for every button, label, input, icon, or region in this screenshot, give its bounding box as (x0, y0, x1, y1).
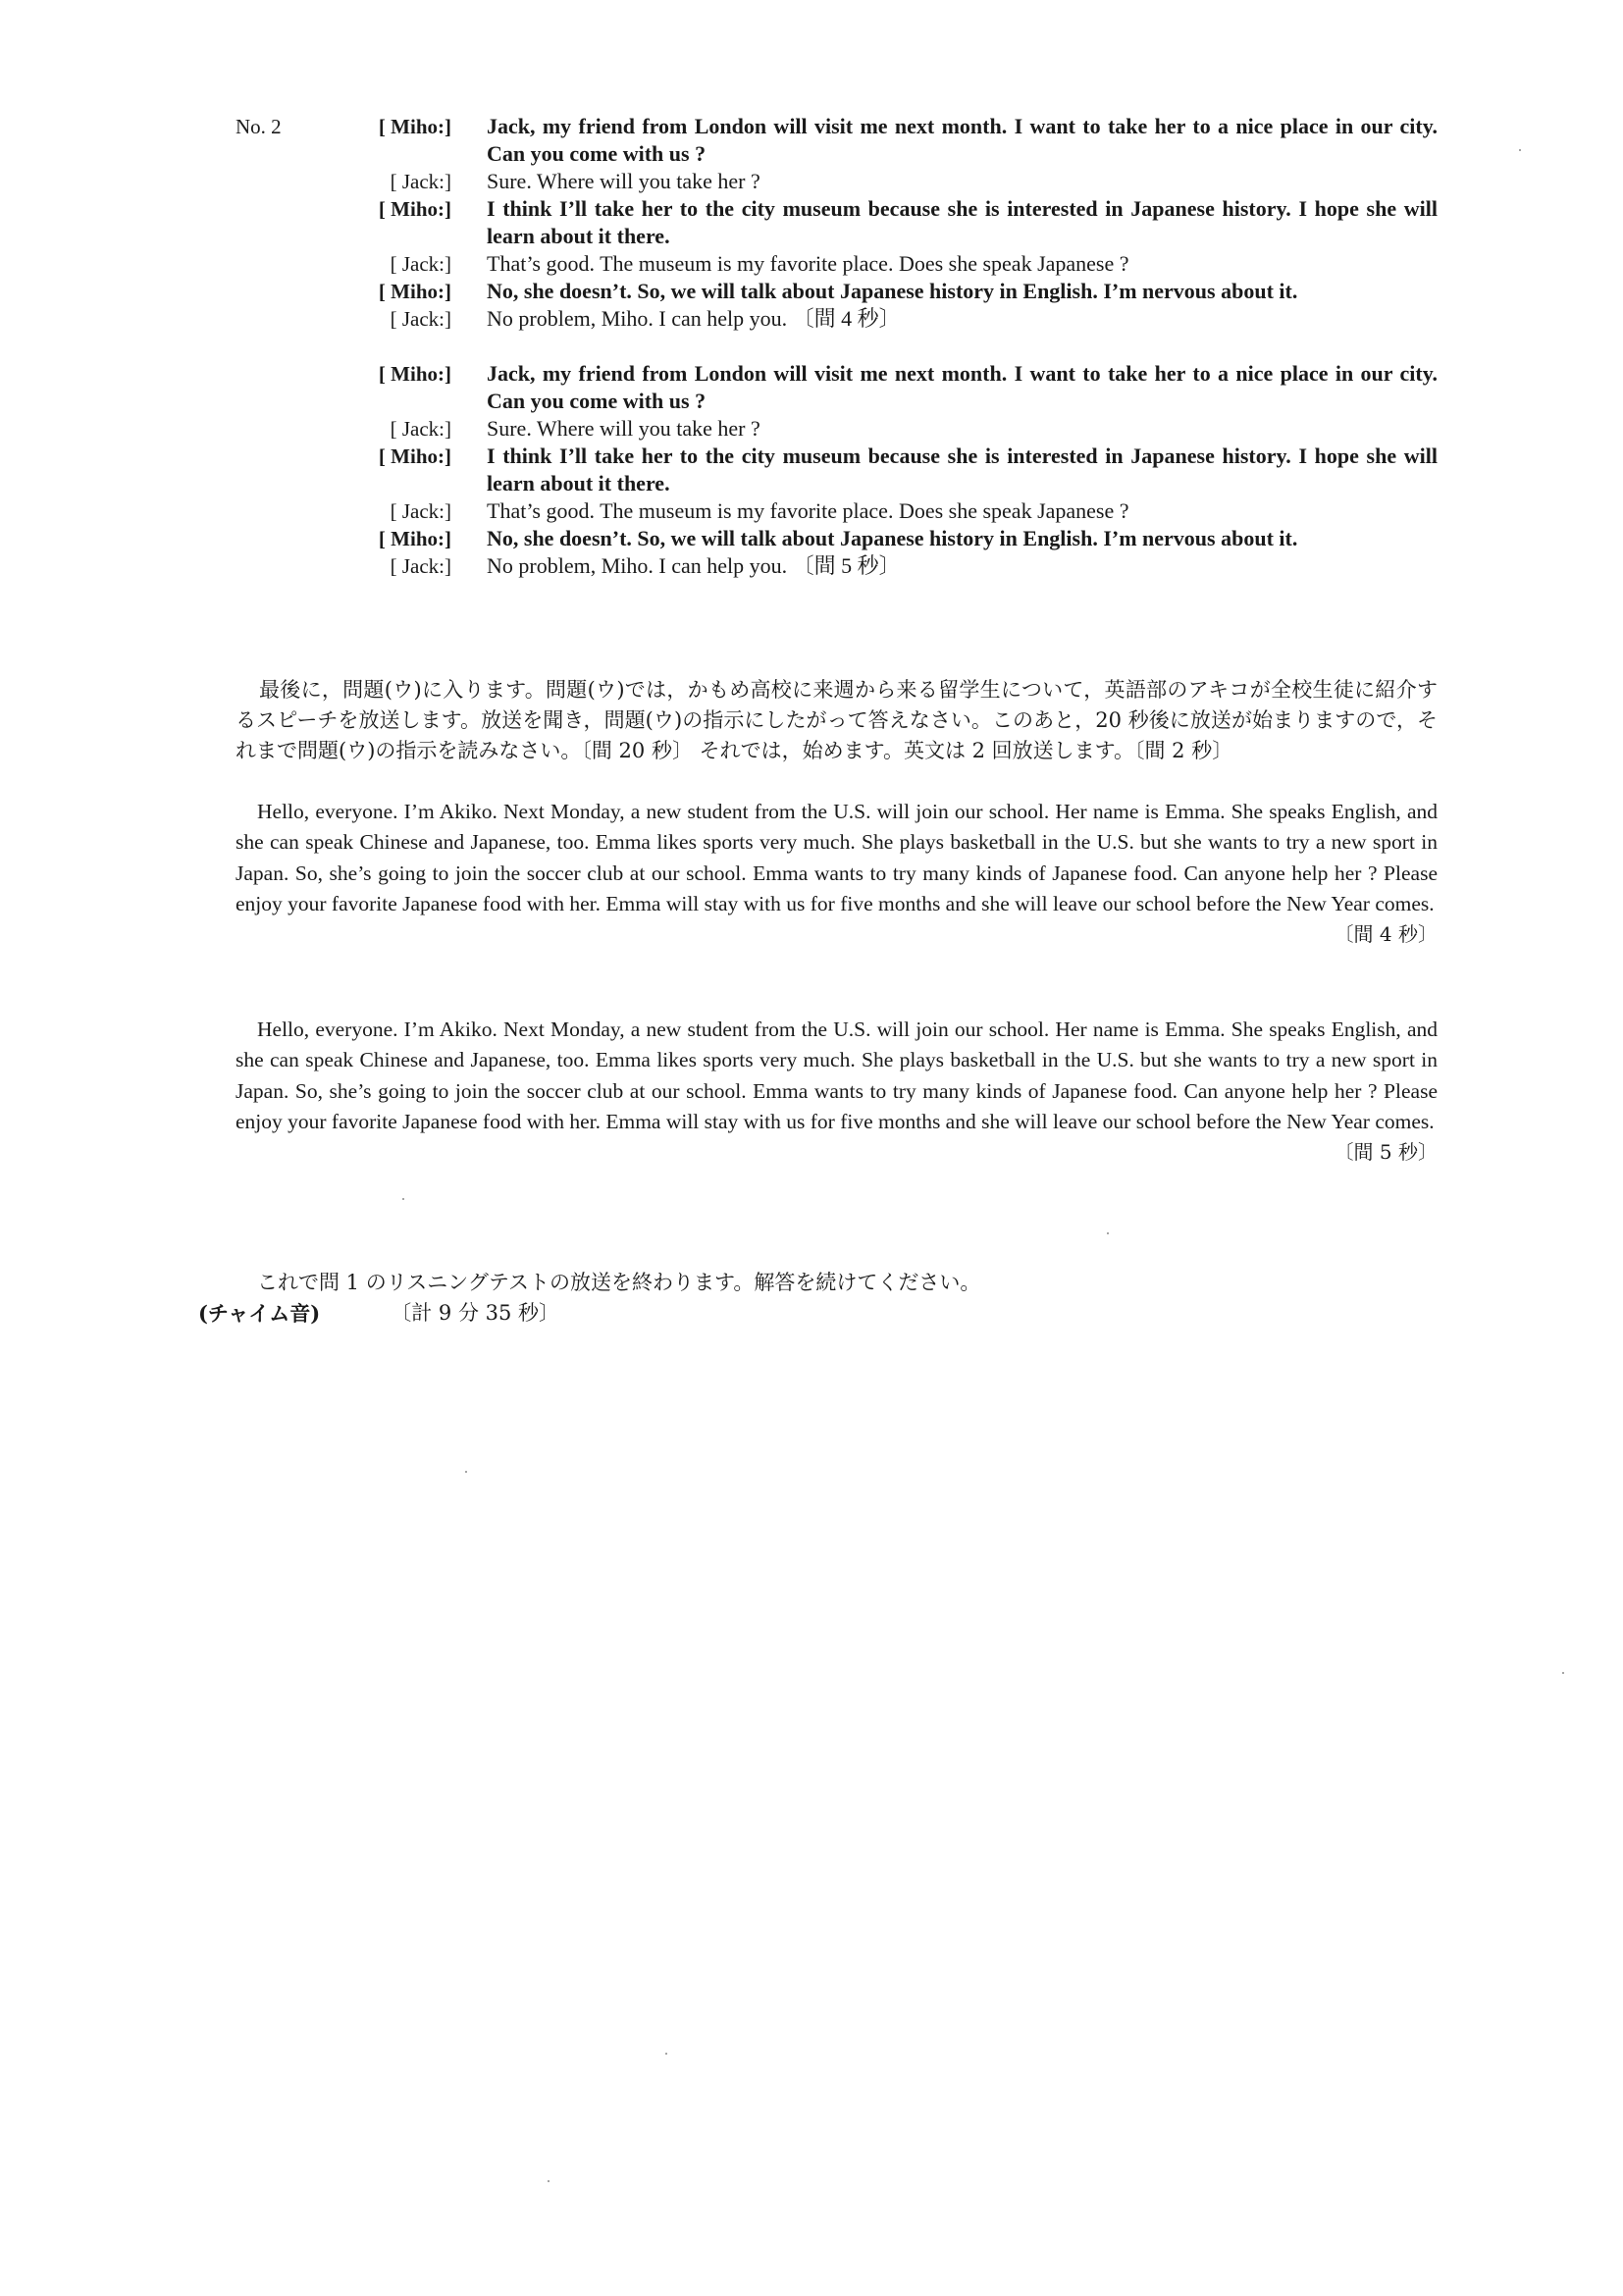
utterance-text: I think I’ll take her to the city museum because she is interested in Japanese history. I hope she will learn about it there. (487, 444, 1438, 496)
dialogue-line (236, 278, 1438, 305)
dialogue-line (236, 497, 1438, 525)
dialogue-round-1 (236, 113, 1438, 333)
speaker-label: [ Jack:] (390, 417, 451, 441)
dialogue-line (236, 168, 1438, 195)
closing-footer (198, 1298, 1278, 1329)
utterance-text: No, she doesn’t. So, we will talk about Japanese history in English. I’m nervous about it. (487, 279, 1298, 303)
utterance-text: That’s good. The museum is my favorite place. Does she speak Japanese ? (487, 251, 1129, 276)
scan-speck (1562, 1672, 1564, 1674)
scan-speck (1107, 1232, 1109, 1234)
dialogue-line (236, 415, 1438, 443)
speaker-label: [ Miho:] (378, 444, 451, 468)
chime-label: (チャイム音) (198, 1301, 321, 1326)
dialogue-line (236, 552, 1438, 580)
speaker-label: [ Miho:] (378, 280, 451, 303)
utterance-text: Jack, my friend from London will visit me next month. I want to take her to a nice place in our city. Can you come with us ? (487, 361, 1438, 413)
speaker-label: [ Jack:] (390, 307, 451, 331)
speaker-label: [ Jack:] (390, 499, 451, 523)
closing-block (198, 1268, 1278, 1329)
dialogue-round-2 (236, 360, 1438, 580)
pause-marker: 〔間 5 秒〕 (1334, 1140, 1438, 1165)
question-number-label: No. 2 (236, 115, 282, 138)
utterance-text: No problem, Miho. I can help you. 〔間 5 秒〕 (487, 553, 901, 578)
dialogue-no2 (236, 113, 1438, 580)
utterance-text: No problem, Miho. I can help you. 〔間 4 秒〕 (487, 306, 901, 331)
speech-reading-1 (236, 797, 1438, 950)
closing-announcement: これで問 1 のリスニングテストの放送を終わります。解答を続けてください。 (257, 1271, 981, 1294)
scan-speck (402, 1198, 404, 1200)
utterance-text: I think I’ll take her to the city museum because she is interested in Japanese history. I hope she will learn about it there. (487, 196, 1438, 248)
speaker-label: [ Miho:] (378, 362, 451, 386)
dialogue-line (236, 360, 1438, 415)
utterance-text: Jack, my friend from London will visit me next month. I want to take her to a nice place in our city. Can you come with us ? (487, 114, 1438, 166)
dialogue-line (236, 305, 1438, 333)
dialogue-line (236, 195, 1438, 250)
utterance-text: Sure. Where will you take her ? (487, 169, 760, 193)
speaker-label: [ Jack:] (390, 252, 451, 276)
scan-speck (465, 1471, 467, 1473)
dialogue-line (236, 113, 1438, 168)
scan-speck (548, 2180, 550, 2182)
speaker-label: [ Miho:] (378, 197, 451, 221)
round-gap (236, 333, 1438, 360)
speaker-label: [ Jack:] (390, 170, 451, 193)
speech-text: Hello, everyone. I’m Akiko. Next Monday, a new student from the U.S. will join our school. Her name is Emma. She speaks English, and she can speak Chinese and Japanese, too. Emma likes sports very much. She plays basketball in the U.S. but she wants to try a new sport in Japan. So, she’s going to join the soccer club at our school. Emma wants to try many kinds of Japanese food. Can anyone help her ? Please enjoy your favorite Japanese food with her. Emma will stay with us for five months and she will leave our school before the New Year comes. (236, 800, 1438, 915)
utterance-text: That’s good. The museum is my favorite place. Does she speak Japanese ? (487, 498, 1129, 523)
speaker-label: [ Jack:] (390, 554, 451, 578)
instruction-block (236, 675, 1438, 766)
speech-reading-2 (236, 1015, 1438, 1168)
utterance-text: No, she doesn’t. So, we will talk about Japanese history in English. I’m nervous about it. (487, 526, 1298, 550)
speaker-label: [ Miho:] (378, 115, 451, 138)
scan-speck (1519, 149, 1521, 151)
dialogue-line (236, 250, 1438, 278)
dialogue-line (236, 525, 1438, 552)
instruction-text: 最後に，問題(ウ)に入ります。問題(ウ)では，かもめ高校に来週から来る留学生について，英語部のアキコが全校生徒に紹介するスピーチを放送します。放送を聞き，問題(ウ)の指示にしたがって答えなさい。このあと，20 秒後に放送が始まりますので，それまで問題(ウ)の指示を読みなさい。〔間 20 秒〕 それでは，始めます。英文は 2 回放送します。〔間 2 秒〕 (236, 678, 1438, 762)
scan-speck (665, 2053, 667, 2055)
dialogue-line (236, 443, 1438, 497)
pause-marker: 〔間 4 秒〕 (1334, 922, 1438, 947)
speaker-label: [ Miho:] (378, 527, 451, 550)
total-time: 〔計 9 分 35 秒〕 (391, 1301, 560, 1325)
speech-text: Hello, everyone. I’m Akiko. Next Monday, a new student from the U.S. will join our school. Her name is Emma. She speaks English, and she can speak Chinese and Japanese, too. Emma likes sports very much. She plays basketball in the U.S. but she wants to try a new sport in Japan. So, she’s going to join the soccer club at our school. Emma wants to try many kinds of Japanese food. Can anyone help her ? Please enjoy your favorite Japanese food with her. Emma will stay with us for five months and she will leave our school before the New Year comes. (236, 1018, 1438, 1133)
utterance-text: Sure. Where will you take her ? (487, 416, 760, 441)
